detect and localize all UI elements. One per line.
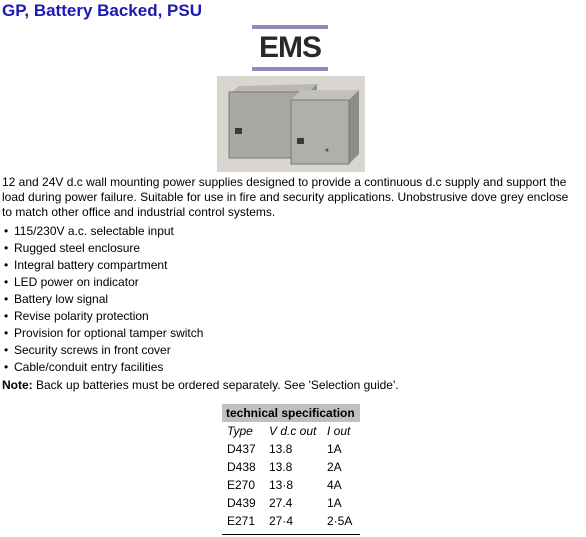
cell-voltage: 13.8	[269, 460, 293, 474]
feature-item	[4, 240, 203, 257]
cell-current: 1A	[327, 496, 342, 510]
feature-item	[4, 257, 203, 274]
logo-text: EMS	[258, 31, 321, 64]
logo-bottom-bar	[252, 67, 328, 71]
feature-label: Rugged steel enclosure	[14, 241, 141, 255]
feature-item	[4, 308, 203, 325]
bullet-icon: •	[4, 326, 9, 340]
cell-current: 4A	[327, 478, 342, 492]
note-text	[2, 378, 399, 392]
spec-title: technical specification	[222, 404, 360, 422]
description-line: to match other office and industrial control systems.	[2, 205, 276, 219]
feature-item	[4, 274, 203, 291]
col-header-type: Type	[227, 424, 253, 438]
table-row	[222, 512, 360, 530]
psu-enclosures-image	[217, 76, 365, 172]
feature-item	[4, 342, 203, 359]
bullet-icon: •	[4, 343, 9, 357]
cell-type: E270	[227, 478, 256, 492]
feature-label: Security screws in front cover	[14, 343, 171, 357]
ems-logo	[252, 25, 328, 71]
bullet-icon: •	[4, 258, 9, 272]
page-title: GP, Battery Backed, PSU	[2, 1, 202, 20]
feature-label: Cable/conduit entry facilities	[14, 360, 164, 374]
table-bottom-rule	[222, 530, 360, 535]
bullet-icon: •	[4, 292, 9, 306]
feature-label: 115/230V a.c. selectable input	[14, 224, 174, 238]
cell-current: 2A	[327, 460, 342, 474]
cell-voltage: 13·8	[269, 478, 294, 492]
feature-item	[4, 325, 203, 342]
table-row	[222, 458, 360, 476]
note-body: Back up batteries must be ordered separately. See 'Selection guide'.	[32, 378, 399, 392]
feature-item	[4, 223, 203, 240]
spec-header-row	[222, 422, 360, 440]
bullet-icon: •	[4, 275, 9, 289]
table-row	[222, 476, 360, 494]
table-row	[222, 494, 360, 512]
feature-item	[4, 291, 203, 308]
feature-label: Revise polarity protection	[14, 309, 149, 323]
bullet-icon: •	[4, 224, 9, 238]
logo-top-bar	[252, 25, 328, 29]
feature-label: Integral battery compartment	[14, 258, 168, 272]
bullet-icon: •	[4, 309, 9, 323]
feature-label: Battery low signal	[14, 292, 109, 306]
table-row	[222, 440, 360, 458]
cell-voltage: 13.8	[269, 442, 293, 456]
technical-spec-table	[222, 404, 360, 535]
cell-type: E271	[227, 514, 256, 528]
product-photo	[217, 76, 365, 172]
col-header-current: I out	[327, 424, 351, 438]
col-header-voltage: V d.c out	[269, 424, 317, 438]
description-line: 12 and 24V d.c wall mounting power supplies designed to provide a continuous d.c supply and support the	[2, 175, 567, 189]
feature-label: LED power on indicator	[14, 275, 139, 289]
feature-item	[4, 359, 203, 376]
feature-label: Provision for optional tamper switch	[14, 326, 204, 340]
product-description	[2, 175, 586, 220]
note-label: Note:	[2, 378, 33, 392]
cell-voltage: 27.4	[269, 496, 293, 510]
feature-list	[4, 223, 203, 376]
bullet-icon: •	[4, 241, 9, 255]
cell-type: D438	[227, 460, 256, 474]
cell-voltage: 27·4	[269, 514, 294, 528]
cell-type: D439	[227, 496, 256, 510]
cell-current: 1A	[327, 442, 342, 456]
cell-current: 2·5A	[327, 514, 353, 528]
bottom-rule	[222, 530, 360, 535]
bullet-icon: •	[4, 360, 9, 374]
cell-type: D437	[227, 442, 256, 456]
description-line: load during power failure. Suitable for use in fire and security applications. Unobstrusive dove grey enclose	[2, 190, 569, 204]
spec-grid	[222, 422, 360, 535]
